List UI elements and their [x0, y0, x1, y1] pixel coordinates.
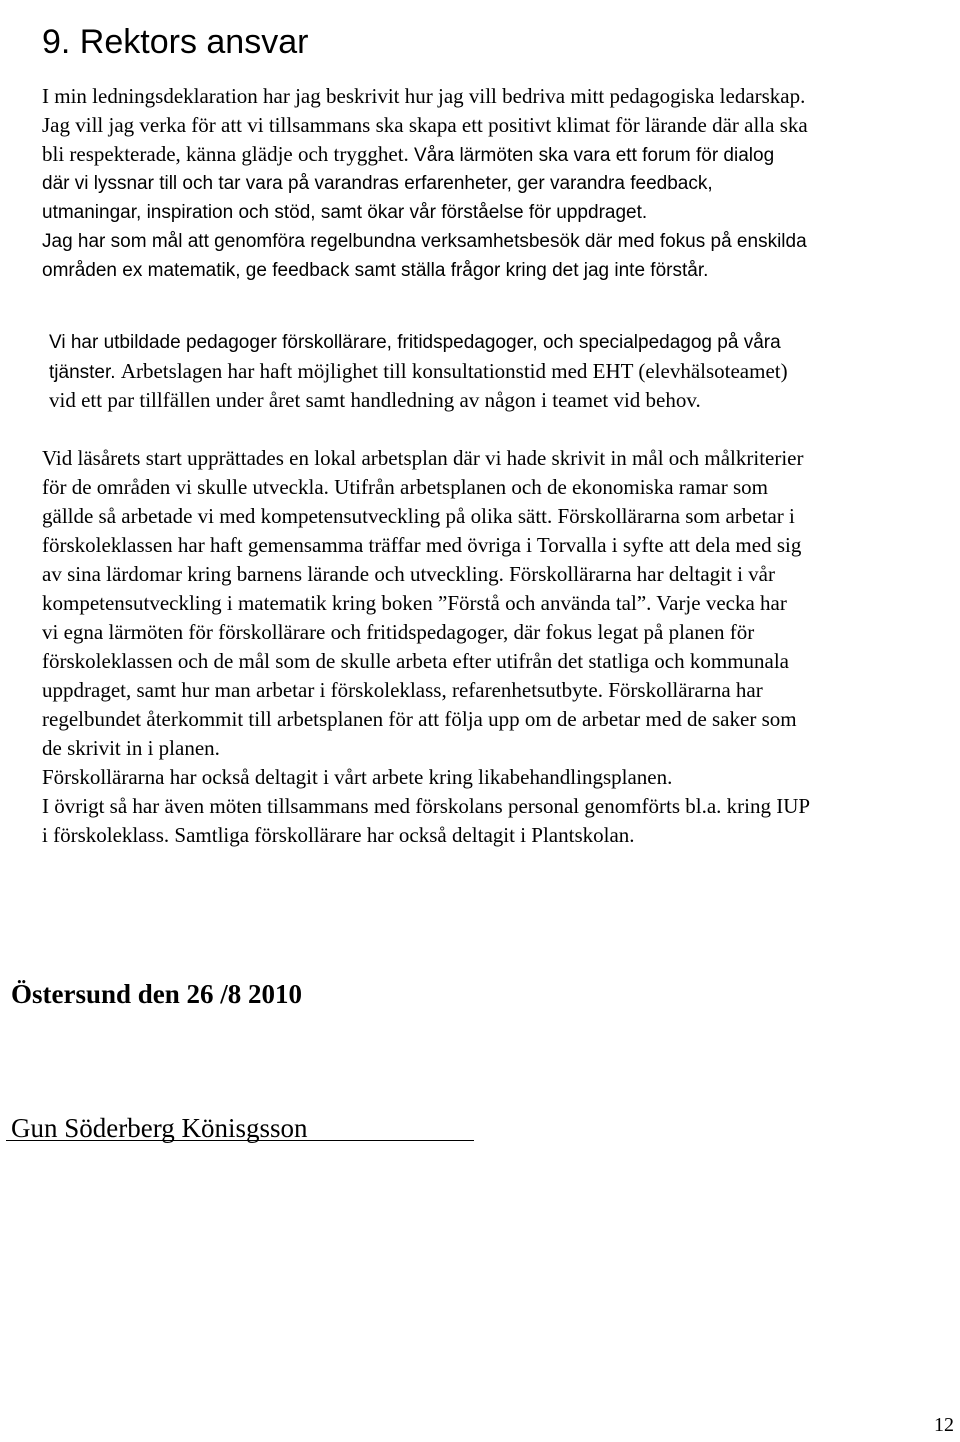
text-line	[42, 734, 810, 763]
text-segment: Förskollärarna har också deltagit i vårt arbete kring likabehandlingsplanen.	[42, 765, 673, 789]
text-line	[42, 763, 810, 792]
text-line	[42, 111, 808, 140]
section-heading: 9. Rektors ansvar	[42, 22, 309, 61]
text-segment: i förskoleklass. Samtliga förskollärare har också deltagit i Plantskolan.	[42, 823, 635, 847]
text-line	[42, 705, 810, 734]
text-segment: förskoleklassen och de mål som de skulle arbeta efter utifrån det statliga och kommunala	[42, 649, 790, 673]
text-line	[42, 473, 810, 502]
text-segment: utmaningar, inspiration och stöd, samt ökar vår förståelse för uppdraget.	[42, 202, 648, 223]
paragraph-leadership	[42, 82, 808, 285]
text-line	[49, 328, 788, 357]
text-segment: vi egna lärmöten för förskollärare och fritidspedagoger, där fokus legat på planen för	[42, 620, 755, 644]
text-line	[42, 531, 810, 560]
text-segment: I min ledningsdeklaration har jag beskrivit hur jag vill bedriva mitt pedagogiska ledarskap.	[42, 84, 806, 108]
place-and-date: Östersund den 26 /8 2010	[11, 979, 303, 1009]
paragraph-staff	[49, 328, 788, 415]
text-segment: av sina lärdomar kring barnens lärande och utveckling. Förskollärarna har deltagit i vår	[42, 562, 775, 586]
text-line	[42, 198, 808, 227]
text-line	[42, 140, 808, 169]
paragraph-work-plan	[42, 444, 810, 850]
text-segment: de skrivit in i planen.	[42, 736, 220, 760]
text-line	[42, 647, 810, 676]
text-line	[42, 169, 808, 198]
text-segment: Jag har som mål att genomföra regelbundna verksamhetsbesök där med fokus på enskilda	[42, 231, 807, 252]
text-line	[42, 821, 810, 850]
text-segment: där vi lyssnar till och tar vara på varandras erfarenheter, ger varandra feedback,	[42, 173, 713, 194]
text-segment: Våra lärmöten ska vara ett forum för dialog	[414, 145, 775, 166]
text-line	[42, 792, 810, 821]
page-number: 12	[934, 1414, 954, 1436]
text-line	[42, 256, 808, 285]
text-line	[42, 444, 810, 473]
text-segment: Jag vill jag verka för att vi tillsammans ska skapa ett positivt klimat för lärande där alla ska	[42, 113, 808, 137]
text-segment: I övrigt så har även möten tillsammans med förskolans personal genomförts bl.a. kring IUP	[42, 794, 811, 818]
text-line	[49, 357, 788, 386]
text-segment: tjänster.	[49, 362, 121, 383]
text-segment: bli respekterade, känna glädje och trygghet.	[42, 142, 415, 166]
text-segment: gällde så arbetade vi med kompetensutveckling på olika sätt. Förskollärarna som arbetar i	[42, 504, 795, 528]
signature-underline	[6, 1140, 474, 1141]
signature-name: Gun Söderberg Könisgsson	[11, 1113, 308, 1143]
text-segment: Vi har utbildade pedagoger förskollärare, fritidspedagoger, och specialpedagog på våra	[49, 332, 781, 353]
text-segment: områden ex matematik, ge feedback samt ställa frågor kring det jag inte förstår.	[42, 260, 709, 281]
text-segment: vid ett par tillfällen under året samt handledning av någon i teamet vid behov.	[49, 388, 701, 412]
text-line	[42, 560, 810, 589]
text-segment: uppdraget, samt hur man arbetar i förskoleklass, refarenhetsutbyte. Förskollärarna har	[42, 678, 763, 702]
text-line	[42, 227, 808, 256]
text-segment: Arbetslagen har haft möjlighet till konsultationstid med EHT (elevhälsoteamet)	[120, 359, 788, 383]
text-line	[42, 618, 810, 647]
text-line	[42, 676, 810, 705]
text-line	[49, 386, 788, 415]
text-line	[42, 589, 810, 618]
text-segment: Vid läsårets start upprättades en lokal arbetsplan där vi hade skrivit in mål och målkriterier	[42, 446, 804, 470]
text-segment: kompetensutveckling i matematik kring boken ”Förstå och använda tal”. Varje vecka har	[42, 591, 787, 615]
text-segment: för de områden vi skulle utveckla. Utifrån arbetsplanen och de ekonomiska ramar som	[42, 475, 769, 499]
text-line	[42, 82, 808, 111]
text-segment: regelbundet återkommit till arbetsplanen för att följa upp om de arbetar med de saker som	[42, 707, 797, 731]
text-line	[42, 502, 810, 531]
text-segment: förskoleklassen har haft gemensamma träffar med övriga i Torvalla i syfte att dela med sig	[42, 533, 802, 557]
